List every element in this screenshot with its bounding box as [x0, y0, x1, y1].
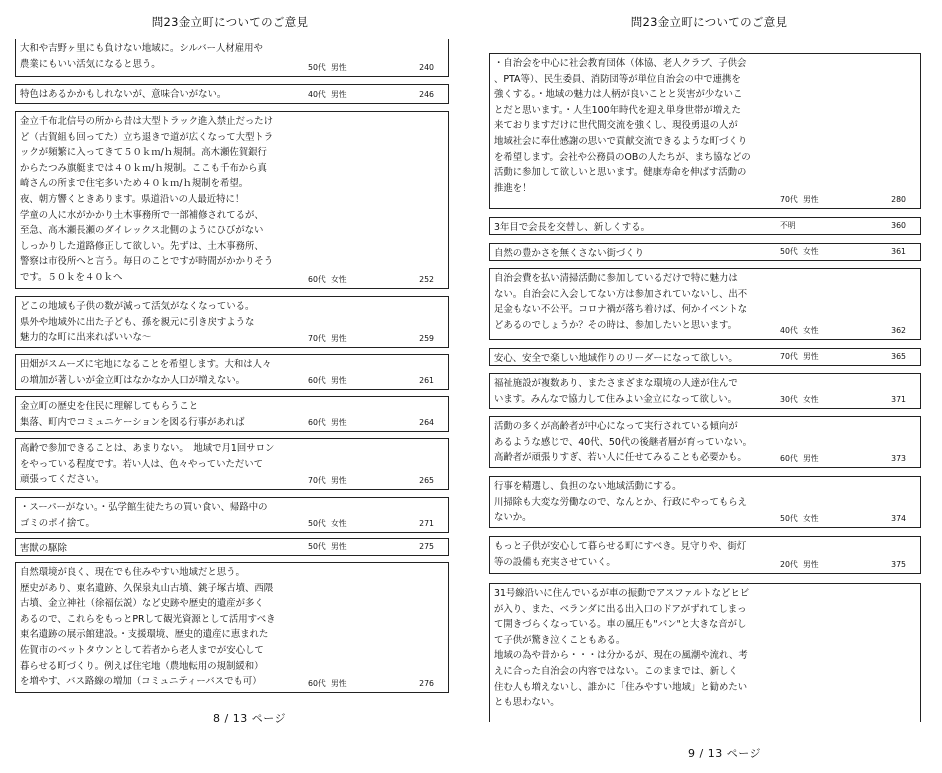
opinion-text-line: 警察は市役所へと言う。毎日のことですが時間がかかりそう	[20, 256, 274, 268]
gender: 女性	[331, 275, 347, 284]
age-group: 50代	[780, 514, 798, 523]
opinion-text-line: 特色はあるかかもしれないが、意味合いがない。	[20, 89, 227, 100]
opinion-text-line: 金立町の歴史を住民に理解してもらうこと	[20, 401, 199, 412]
page-number: 9 / 13 ページ	[688, 747, 761, 760]
opinion-entry	[489, 53, 921, 209]
opinion-text-line: 崎さんの所まで住宅多いため４０ｋｍ/ｈ規制を希望。	[20, 178, 249, 190]
respondent-meta	[780, 245, 920, 259]
opinion-entry	[489, 373, 921, 409]
opinion-text-line: 等の設備も充実させていく。	[494, 556, 616, 568]
opinion-text-line: 暮らせる町づくり。例えば住宅地（農地転用の規制緩和）	[20, 660, 264, 672]
opinion-text-line: どあるのでしょうか？その時は、参加したいと思います。	[494, 319, 738, 331]
opinion-entry	[15, 84, 449, 104]
opinion-text-line: 高齢者が頑張りすぎ、若い人に任せてみることも必要かも。	[494, 452, 747, 464]
opinion-text-line: ない。自治会に入会してない方は参加されていないし、出不	[494, 288, 748, 300]
opinion-text-line: 田畑がスムーズに宅地になることを希望します。大和は人々	[20, 359, 272, 370]
respondent-number: 265	[419, 476, 434, 485]
respondent-meta	[780, 558, 920, 572]
opinion-entry	[489, 217, 921, 235]
gender: 男性	[331, 90, 347, 99]
opinion-text-line: 学童の人に水がかかり土木事務所で一部補修されてるが、	[20, 209, 264, 221]
respondent-meta	[780, 193, 920, 207]
opinion-text-line: 魅力的な町に出来ればいいな～	[20, 332, 152, 344]
respondent-meta	[308, 273, 448, 287]
respondent-number: 374	[891, 514, 906, 523]
respondent-meta	[308, 374, 448, 388]
opinion-text-line: をやっている程度です。若い人は、色々やっていただいて	[20, 458, 264, 470]
age-group: 60代	[780, 454, 798, 463]
opinion-entry	[489, 416, 921, 468]
opinion-text-line: います。みんなで協力して住みよい金立になって欲しい。	[494, 393, 738, 405]
opinion-text-line: 川掃除も大変な労働なので、なんとか、行政にやってもらえ	[494, 496, 747, 508]
age-group: 60代	[308, 275, 326, 284]
opinion-entry	[15, 497, 449, 533]
respondent-meta	[780, 219, 920, 233]
gender: 女性	[803, 326, 819, 335]
gender: 男性	[331, 679, 347, 688]
page-number: 8 / 13 ページ	[213, 712, 286, 725]
respondent-number: 371	[891, 395, 906, 404]
opinion-text-line: 推進を！	[494, 182, 532, 194]
opinion-text-line: どこの地域も子供の数が減って活気がなくなっている。	[20, 301, 255, 312]
respondent-number: 246	[419, 90, 434, 99]
opinion-text-line: 佐賀市のベットタウンとして若者から老人までが安心して	[20, 644, 264, 656]
respondent-number: 261	[419, 376, 434, 385]
respondent-number: 365	[891, 352, 906, 361]
opinion-text-line: 活動の多くが高齢者が中心になって実行されている傾向が	[494, 421, 738, 432]
opinion-text-line: 福祉施設が複数あり、またさまざまな環境の人達が住んで	[494, 378, 738, 389]
respondent-number: 361	[891, 247, 906, 256]
age-group: 50代	[780, 247, 798, 256]
gender: 女性	[803, 514, 819, 523]
age-group: 30代	[780, 395, 798, 404]
respondent-meta	[308, 88, 448, 102]
age-group: 20代	[780, 560, 798, 569]
respondent-meta	[308, 332, 448, 346]
respondent-meta	[780, 350, 920, 364]
opinion-entry	[489, 536, 921, 574]
opinion-text-line: 県外や地域外に出た子ども、孫を親元に引き戻すような	[20, 316, 255, 328]
respondent-number: 259	[419, 334, 434, 343]
gender: 女性	[803, 247, 819, 256]
respondent-meta	[780, 452, 920, 466]
respondent-number: 275	[419, 542, 434, 551]
opinion-text-line: 金立千布北信号の所から昔は大型トラック進入禁止だったけ	[20, 116, 273, 127]
opinion-entry	[489, 583, 921, 722]
opinion-text-line: もっと子供が安心して暮らせる町にすべき。見守りや、街灯	[494, 541, 747, 552]
respondent-number: 360	[891, 221, 906, 230]
opinion-text-line: 住む人も増えないし、誰かに「住みやすい地域」と勧めたい	[494, 681, 748, 693]
opinion-text-line: 集落、町内でコミュニケーションを図る行事があれば	[20, 416, 245, 428]
respondent-meta	[308, 677, 448, 691]
opinion-text-line: あるので、これらをもっとPRして観光資源として活用すべき	[20, 613, 276, 625]
respondent-number: 280	[891, 195, 906, 204]
opinion-text-line: ・スーパーがない。・弘学館生徒たちの買い食い、帰路中の	[20, 502, 268, 513]
opinion-text-line: 夜、朝方響くときあります。県道沿いの人最近特に！	[20, 193, 245, 205]
respondent-number: 240	[419, 63, 434, 72]
age-group: 70代	[308, 476, 326, 485]
opinion-text-line: とも思わない。	[494, 697, 560, 709]
respondent-meta	[308, 474, 448, 488]
opinion-text-line: ックが頻繁に入ってきて５０ｋｍ/ｈ規制。高木瀬佐賀銀行	[20, 147, 267, 159]
age-group: 60代	[308, 376, 326, 385]
opinion-text-line: て子供が驚き泣くこともある。	[494, 634, 626, 646]
page-title: 問23金立町についてのご意見	[151, 15, 309, 29]
age-group: 50代	[308, 63, 326, 72]
left-page	[0, 0, 460, 773]
right-page	[476, 0, 942, 773]
respondent-number: 362	[891, 326, 906, 335]
age-group: 70代	[780, 352, 798, 361]
opinion-text-line: 安心、安全で楽しい地域作りのリーダーになって欲しい。	[494, 353, 738, 364]
opinion-text-line: ・自治会を中心に社会教育団体（体協、老人クラブ、子供会	[494, 58, 747, 69]
opinion-text-line: です。５０ｋを４０ｋへ	[20, 271, 123, 283]
respondent-number: 264	[419, 418, 434, 427]
opinion-text-line: 強くする。・地域の魅力は人柄が良いことと災害が少ないこ	[494, 89, 743, 101]
opinion-text-line: 東名遺跡の展示館建設。・支援環境、歴史的遺産に恵まれた	[20, 629, 269, 641]
age-group: 50代	[308, 519, 326, 528]
age-group-unknown: 不明	[780, 221, 796, 230]
opinion-text-line: 地域の為や昔から・・・は分かるが、現在の風潮や流れ、考	[494, 650, 748, 662]
age-group: 60代	[308, 679, 326, 688]
opinion-text-line: 高齢で参加できることは、あまりない。 地域で月1回サロン	[20, 443, 275, 454]
opinion-entry	[15, 39, 449, 77]
gender: 男性	[331, 418, 347, 427]
opinion-text-line: 古墳、金立神社（徐福伝説）など史跡や歴史的遺産が多く	[20, 598, 264, 610]
respondent-meta	[308, 517, 448, 531]
opinion-text-line: 行事を精選し、負担のない地域活動にする。	[494, 481, 682, 492]
respondent-number: 375	[891, 560, 906, 569]
age-group: 50代	[308, 542, 326, 551]
opinion-text-line: えに合った自治会の内容ではない。このままでは、新しく	[494, 665, 738, 677]
respondent-number: 271	[419, 519, 434, 528]
opinion-text-line: 大和や吉野ヶ里にも負けない地域に。シルバー人材雇用や	[20, 43, 263, 54]
gender: 男性	[803, 195, 819, 204]
opinion-entry	[15, 354, 449, 390]
opinion-entry	[489, 348, 921, 366]
opinion-text-line: 地域社会に奉仕感謝の思いで貢献交流できるような町づくり	[494, 135, 748, 147]
respondent-number: 252	[419, 275, 434, 284]
opinion-text-line: 自治会費を払い清掃活動に参加しているだけで特に魅力は	[494, 273, 738, 284]
opinion-text-line: を希望します。会社や公務員のOBの人たちが、まち協などの	[494, 151, 751, 163]
opinion-text-line: 歴史があり、東名遺跡、久保泉丸山古墳、銚子塚古墳、西隈	[20, 582, 274, 594]
respondent-meta	[780, 393, 920, 407]
opinion-text-line: の増加が著しいが金立町はなかなか人口が増えない。	[20, 374, 246, 386]
opinion-text-line: 活動に参加して欲しいと思います。健康寿命を伸ばす活動の	[494, 167, 747, 179]
respondent-meta	[780, 512, 920, 526]
gender: 男性	[331, 63, 347, 72]
opinion-entry	[15, 438, 449, 490]
age-group: 40代	[308, 90, 326, 99]
age-group: 60代	[308, 418, 326, 427]
gender: 男性	[803, 560, 819, 569]
opinion-text-line: が入り、また、ベランダに出る出入口のドアがずれてしまっ	[494, 603, 747, 615]
opinion-text-line: 3年目で会長を交替し、新しくする。	[494, 222, 650, 233]
respondent-number: 373	[891, 454, 906, 463]
opinion-text-line: 自然の豊かさを無くさない街づくり	[494, 248, 645, 259]
opinion-entry	[15, 538, 449, 556]
opinion-text-line: ゴミのポイ捨て。	[20, 517, 95, 529]
opinion-entry	[489, 268, 921, 340]
opinion-text-line: 31号線沿いに住んでいるが車の振動でアスファルトなどヒビ	[494, 588, 750, 599]
gender: 男性	[331, 542, 347, 551]
respondent-meta	[308, 540, 448, 554]
opinion-text-line: 自然環境が良く、現在でも住みやすい地域だと思う。	[20, 567, 245, 578]
gender: 男性	[331, 334, 347, 343]
opinion-entry	[489, 243, 921, 261]
gender: 男性	[803, 352, 819, 361]
respondent-number: 276	[419, 679, 434, 688]
gender: 男性	[331, 376, 347, 385]
opinion-entry	[489, 476, 921, 528]
opinion-entry	[15, 296, 449, 348]
opinion-text-line: とだと思います。・人生100年時代を迎え単身世帯が増えた	[494, 104, 741, 116]
gender: 女性	[803, 395, 819, 404]
opinion-text-line: を増やす、バス路線の増加（コミュニティーバスでも可）	[20, 676, 262, 688]
opinion-text-line: 来ておりますだけに世代間交流を強くし、現役勇退の人が	[494, 120, 738, 132]
gender: 男性	[331, 476, 347, 485]
opinion-entry	[15, 562, 449, 693]
gender: 男性	[803, 454, 819, 463]
opinion-text-line: 害獣の駆除	[20, 543, 67, 554]
age-group: 70代	[780, 195, 798, 204]
opinion-entry	[15, 396, 449, 432]
opinion-text-line: 至急、高木瀬長瀬のダイレックス北側のようにひびがない	[20, 225, 264, 237]
opinion-text-line: 、PTA等）、民生委員、消防団等が単位自治会の中で連携を	[494, 73, 741, 85]
gender: 女性	[331, 519, 347, 528]
opinion-text-line: 頑張ってください。	[20, 474, 105, 486]
page-title: 問23金立町についてのご意見	[630, 15, 788, 29]
respondent-meta	[308, 61, 448, 75]
respondent-meta	[780, 324, 920, 338]
opinion-text-line: あるような感じで、40代、50代の後継者層が育っていない。	[494, 436, 753, 448]
opinion-text-line: 農業にもいい活気になると思う。	[20, 58, 161, 70]
opinion-text-line: ど（古賀組も回ってた）立ち退きで道が広くなって大型トラ	[20, 131, 274, 143]
age-group: 70代	[308, 334, 326, 343]
opinion-text-line: しっかりした道路修正して欲しい。先ずは、土木事務所、	[20, 240, 264, 252]
age-group: 40代	[780, 326, 798, 335]
opinion-text-line: て開きづらくなっている。車の風圧も"バン"と大きな音がし	[494, 619, 747, 631]
opinion-text-line: からたつみ旗艇までは４０ｋｍ/ｈ規制。ここも千布から真	[20, 162, 267, 174]
respondent-meta	[308, 416, 448, 430]
opinion-entry	[15, 111, 449, 289]
opinion-text-line: 足金もない不公平。コロナ禍が落ち着けば、何かイベントな	[494, 304, 748, 316]
opinion-text-line: ないか。	[494, 512, 532, 524]
